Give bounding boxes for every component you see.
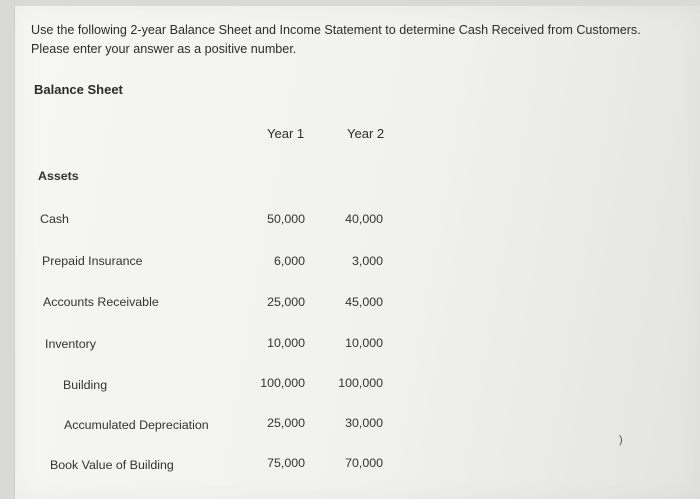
row-label-accounts-receivable: Accounts Receivable: [43, 295, 159, 309]
document-page: [14, 6, 700, 499]
accounts-receivable-year-1: 25,000: [267, 295, 305, 309]
accounts-receivable-year-2: 45,000: [345, 295, 383, 309]
building-year-1: 100,000: [260, 376, 305, 390]
prompt-line-1: Use the following 2-year Balance Sheet and Income Statement to determine Cash Received from Customers.: [31, 23, 641, 37]
inventory-year-1: 10,000: [267, 336, 305, 350]
question-prompt: [31, 21, 691, 59]
accumulated-depreciation-year-2: 30,000: [345, 416, 383, 430]
prepaid-insurance-year-2: 3,000: [351, 254, 383, 268]
cash-year-2: 40,000: [345, 212, 383, 226]
balance-sheet-title: Balance Sheet: [34, 82, 123, 97]
prepaid-insurance-year-1: 6,000: [273, 254, 305, 268]
row-label-book-value-of-building: Book Value of Building: [50, 458, 174, 472]
cash-year-1: 50,000: [267, 212, 305, 226]
book-value-of-building-year-1: 75,000: [267, 456, 305, 470]
prompt-line-2: Please enter your answer as a positive number.: [31, 42, 297, 56]
row-label-building: Building: [63, 378, 108, 392]
row-label-inventory: Inventory: [45, 337, 96, 351]
row-label-cash: Cash: [40, 212, 69, 226]
assets-heading: Assets: [38, 169, 79, 183]
row-label-prepaid-insurance: Prepaid Insurance: [42, 254, 143, 268]
stray-pen-mark: ): [619, 434, 623, 446]
column-header-year-1: Year 1: [267, 126, 305, 141]
building-year-2: 100,000: [338, 376, 383, 390]
accumulated-depreciation-year-1: 25,000: [267, 416, 305, 430]
row-label-accumulated-depreciation: Accumulated Depreciation: [64, 418, 209, 432]
column-header-year-2: Year 2: [347, 126, 385, 141]
inventory-year-2: 10,000: [345, 336, 383, 350]
book-value-of-building-year-2: 70,000: [345, 456, 383, 470]
